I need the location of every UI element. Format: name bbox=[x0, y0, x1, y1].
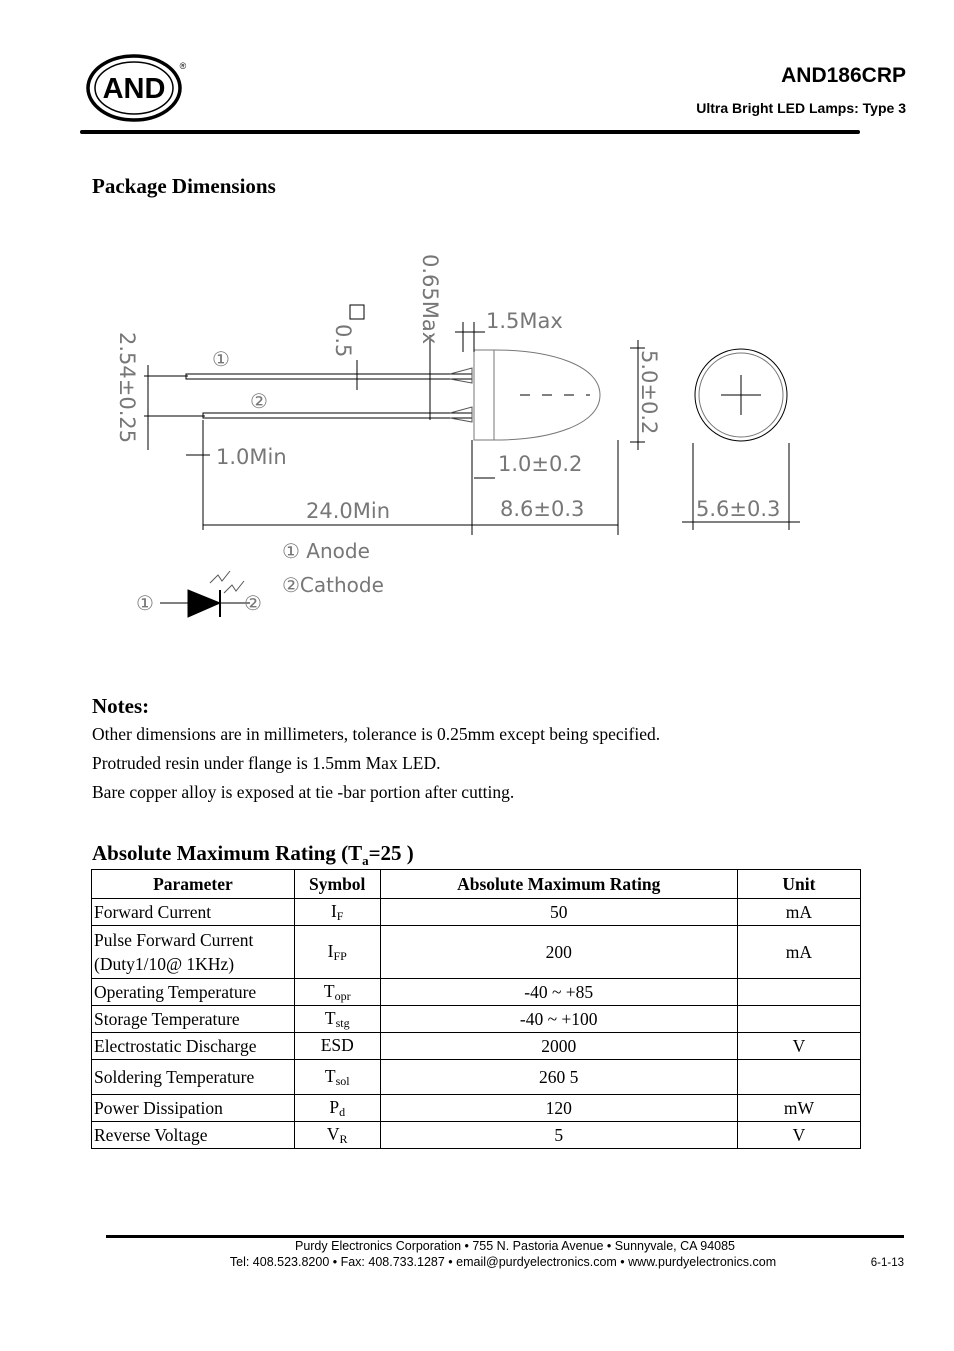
table-row: Forward Current IF 50 mA bbox=[92, 899, 861, 926]
note-line: Other dimensions are in millimeters, tolerance is 0.25mm except being specified. bbox=[92, 724, 661, 744]
legend-cathode: ②Cathode bbox=[282, 573, 384, 597]
header-rating: Absolute Maximum Rating bbox=[380, 870, 737, 899]
label-pin1: ① bbox=[212, 347, 230, 371]
rating-title: Absolute Maximum Rating ($T_a=25$ ) bbox=[92, 841, 414, 869]
registered-mark: ® bbox=[179, 61, 187, 71]
header-divider bbox=[80, 130, 860, 134]
lead-cathode bbox=[203, 413, 472, 418]
label-254: 2.54±0.25 bbox=[115, 332, 139, 444]
label-10: 1.0±0.2 bbox=[498, 452, 583, 476]
note-line: Bare copper alloy is exposed at tie -bar portion after cutting. bbox=[92, 782, 515, 802]
footer-divider bbox=[106, 1235, 904, 1238]
diode-pin1: ① bbox=[136, 591, 154, 615]
label-065max: 0.65Max bbox=[418, 254, 442, 345]
label-pin2: ② bbox=[250, 389, 268, 413]
label-240min: 24.0Min bbox=[306, 499, 391, 523]
notes-title: Notes: bbox=[92, 694, 150, 718]
diode-pin2: ② bbox=[244, 591, 262, 615]
package-drawing bbox=[100, 240, 820, 630]
footer-contact: Tel: 408.523.8200 • Fax: 408.733.1287 • email@purdyelectronics.com • www.purdyelectronics.com bbox=[229, 1255, 777, 1269]
header-unit: Unit bbox=[737, 870, 860, 899]
table-row: Reverse Voltage VR 5 V bbox=[92, 1122, 861, 1149]
table-row: Power Dissipation Pd 120 mW bbox=[92, 1095, 861, 1122]
header-parameter: Parameter bbox=[92, 870, 295, 899]
label-50: 5.0±0.2 bbox=[637, 350, 661, 435]
logo-text: AND bbox=[102, 73, 166, 105]
product-subtitle: Ultra Bright LED Lamps: Type 3 bbox=[696, 100, 906, 116]
table-row: Soldering Temperature Tsol 260 5 bbox=[92, 1060, 861, 1095]
part-number: AND186CRP bbox=[781, 64, 906, 87]
table-row: Pulse Forward Current (Duty1/10@ 1KHz) IFP 200 mA bbox=[92, 926, 861, 979]
label-86: 8.6±0.3 bbox=[500, 497, 585, 521]
table-row: Operating Temperature Topr -40 ~ +85 bbox=[92, 979, 861, 1006]
footer-date: 6-1-13 bbox=[870, 1257, 904, 1269]
label-15max: 1.5Max bbox=[486, 309, 563, 333]
and-logo bbox=[86, 50, 188, 124]
legend-anode: ① Anode bbox=[282, 539, 370, 563]
label-10min: 1.0Min bbox=[216, 445, 287, 469]
diode-symbol bbox=[188, 590, 220, 617]
table-row: Storage Temperature Tstg -40 ~ +100 bbox=[92, 1006, 861, 1033]
label-56: 5.6±0.3 bbox=[696, 497, 781, 521]
package-dimensions-title: Package Dimensions bbox=[92, 174, 276, 198]
header-symbol: Symbol bbox=[294, 870, 380, 899]
table-row: Electrostatic Discharge ESD 2000 V bbox=[92, 1033, 861, 1060]
led-body bbox=[474, 350, 600, 440]
label-05: 0.5 bbox=[331, 324, 355, 358]
note-line: Protruded resin under flange is 1.5mm Max LED. bbox=[92, 753, 441, 773]
rating-table bbox=[91, 869, 861, 1149]
lead-anode bbox=[186, 374, 472, 379]
footer-address: Purdy Electronics Corporation • 755 N. Pastoria Avenue • Sunnyvale, CA 94085 bbox=[294, 1239, 736, 1253]
table-header-row bbox=[92, 870, 861, 899]
